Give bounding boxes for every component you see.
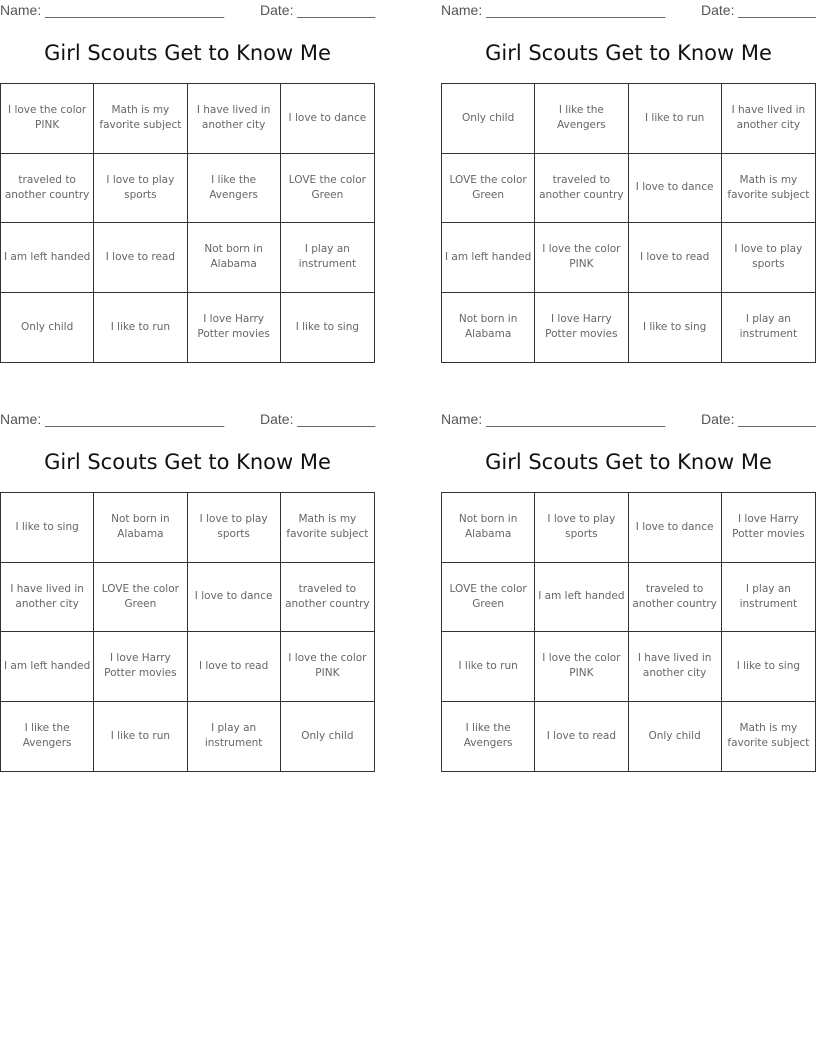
bingo-cell: LOVE the color Green — [281, 154, 374, 224]
bingo-cell: Math is my favorite subject — [94, 84, 187, 154]
bingo-cell: I love Harry Potter movies — [722, 493, 815, 563]
bingo-cell: I love the color PINK — [535, 223, 628, 293]
bingo-cell: Only child — [301, 729, 354, 742]
card-header — [441, 411, 816, 429]
bingo-cell: I play an instrument — [281, 223, 374, 293]
bingo-grid — [0, 83, 375, 363]
bingo-cell: I like the Avengers — [535, 84, 628, 154]
bingo-cell: I like the Avengers — [1, 702, 94, 772]
bingo-card-1 — [0, 0, 375, 370]
bingo-cell: I am left handed — [1, 632, 94, 702]
card-title: Girl Scouts Get to Know Me — [44, 41, 331, 65]
bingo-cell: traveled to another country — [281, 563, 374, 633]
date-field-label: Date: __________ — [260, 2, 376, 18]
bingo-cell: I have lived in another city — [722, 84, 815, 154]
bingo-cell: traveled to another country — [629, 563, 722, 633]
bingo-cell: Not born in Alabama — [94, 493, 187, 563]
bingo-cell: I love to dance — [281, 84, 374, 154]
bingo-card-4 — [441, 409, 816, 779]
bingo-grid — [0, 492, 375, 772]
bingo-cell: I like to sing — [1, 493, 94, 563]
name-field-label: Name: _______________________ — [441, 411, 666, 427]
bingo-cell: I like to sing — [295, 320, 360, 333]
bingo-cell: Math is my favorite subject — [281, 493, 374, 563]
bingo-cell: Not born in Alabama — [442, 493, 535, 563]
bingo-cell: I play an instrument — [739, 313, 798, 341]
bingo-cell: I love to read — [629, 223, 722, 293]
bingo-cell: I love the color PINK — [535, 632, 628, 702]
bingo-cell: I like to sing — [722, 632, 815, 702]
bingo-cell: I love to dance — [188, 563, 281, 633]
bingo-cell: I like the Avengers — [188, 154, 281, 224]
bingo-cell: I love Harry Potter movies — [535, 293, 628, 363]
bingo-cell: I like to run — [94, 293, 187, 363]
card-title: Girl Scouts Get to Know Me — [485, 450, 772, 474]
bingo-cell: I am left handed — [535, 563, 628, 633]
bingo-cell: I have lived in another city — [629, 632, 722, 702]
bingo-cell: I like to sing — [629, 293, 722, 363]
bingo-cell: Only child — [1, 293, 94, 363]
bingo-grid — [441, 492, 816, 772]
bingo-cell: traveled to another country — [1, 154, 94, 224]
bingo-cell: I love to dance — [629, 154, 722, 224]
bingo-card-2 — [441, 0, 816, 370]
bingo-grid — [441, 83, 816, 363]
bingo-cell: I love to dance — [629, 493, 722, 563]
card-title: Girl Scouts Get to Know Me — [44, 450, 331, 474]
bingo-cell: I like to run — [94, 702, 187, 772]
date-field-label: Date: __________ — [701, 2, 816, 18]
bingo-cell: I am left handed — [1, 223, 94, 293]
bingo-cell: Not born in Alabama — [442, 293, 535, 363]
bingo-cell: I am left handed — [442, 223, 535, 293]
bingo-cell: I love Harry Potter movies — [94, 632, 187, 702]
bingo-cell: I love to play sports — [535, 493, 628, 563]
bingo-cell: Not born in Alabama — [188, 223, 281, 293]
bingo-cell: I love to read — [535, 702, 628, 772]
bingo-cell: I love to play sports — [94, 154, 187, 224]
bingo-cell: Math is my favorite subject — [727, 722, 810, 750]
card-header — [0, 2, 375, 20]
bingo-cell: I like to run — [629, 84, 722, 154]
bingo-cell: LOVE the color Green — [442, 154, 535, 224]
name-field-label: Name: _______________________ — [441, 2, 666, 18]
bingo-cell: Only child — [629, 702, 722, 772]
name-field-label: Name: _______________________ — [0, 2, 225, 18]
bingo-cell: I have lived in another city — [1, 563, 94, 633]
bingo-card-3 — [0, 409, 375, 779]
bingo-cell: Math is my favorite subject — [722, 154, 815, 224]
bingo-cell: traveled to another country — [535, 154, 628, 224]
bingo-cell: LOVE the color Green — [442, 563, 535, 633]
bingo-cell: I love the color PINK — [1, 84, 94, 154]
bingo-cell: Only child — [442, 84, 535, 154]
bingo-cell: I have lived in another city — [188, 84, 281, 154]
date-field-label: Date: __________ — [701, 411, 816, 427]
bingo-cell: I love the color PINK — [281, 632, 374, 702]
bingo-cell: I love Harry Potter movies — [188, 293, 281, 363]
bingo-cell: I play an instrument — [722, 563, 815, 633]
card-header — [0, 411, 375, 429]
bingo-cell: I like to run — [442, 632, 535, 702]
bingo-cell: I play an instrument — [188, 702, 281, 772]
bingo-cell: LOVE the color Green — [94, 563, 187, 633]
bingo-cell: I like the Avengers — [442, 702, 535, 772]
bingo-cell: I love to play sports — [188, 493, 281, 563]
card-header — [441, 2, 816, 20]
card-title: Girl Scouts Get to Know Me — [485, 41, 772, 65]
bingo-cell: I love to play sports — [722, 223, 815, 293]
date-field-label: Date: __________ — [260, 411, 376, 427]
bingo-cell: I love to read — [94, 223, 187, 293]
name-field-label: Name: _______________________ — [0, 411, 225, 427]
bingo-cell: I love to read — [188, 632, 281, 702]
